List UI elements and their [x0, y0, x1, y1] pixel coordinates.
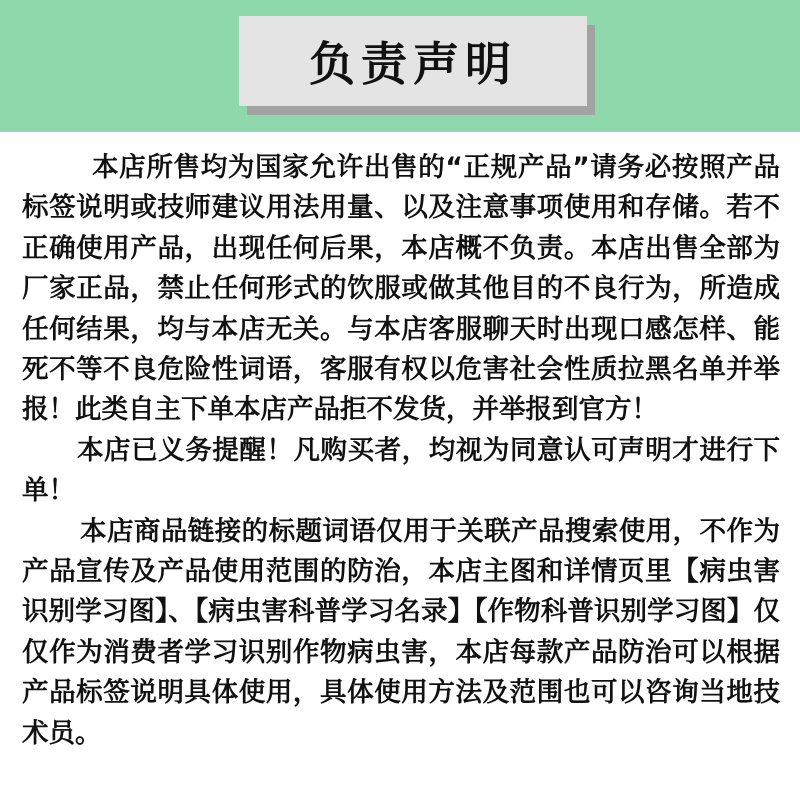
- title-box: [239, 16, 587, 106]
- disclaimer-body: [22, 148, 780, 754]
- disclaimer-paragraph-3: 本店商品链接的标题词语仅用于关联产品搜索使用，不作为产品宣传及产品使用范围的防治，本店主图和详情页里【病虫害识别学习图】、【病虫害科普学习名录】【作物科普识别学习图】仅仅作为消费者学习识别作物病虫害，本店每款产品防治可以根据产品标签说明具体使用，具体使用方法及范围也可以咨询当地技术员。: [22, 515, 780, 749]
- disclaimer-paragraph-1: 本店所售均为国家允许出售的“正规产品”请务必按照产品标签说明或技师建议用法用量、以及注意事项使用和存储。若不正确使用产品，出现任何后果，本店概不负责。本店出售全部为厂家正品，禁止任何形式的饮服或做其他目的不良行为，所造成任何结果，均与本店无关。与本店客服聊天时出现口感怎样、能死不等不良危险性词语，客服有权以危害社会性质拉黑名单并举报！此类自主下单本店产品拒不发货，并举报到官方！: [22, 152, 780, 426]
- page-title: 负责声明: [309, 37, 517, 91]
- disclaimer-paragraph-2: 本店已义务提醒！凡购买者，均视为同意认可声明才进行下单！: [22, 434, 780, 507]
